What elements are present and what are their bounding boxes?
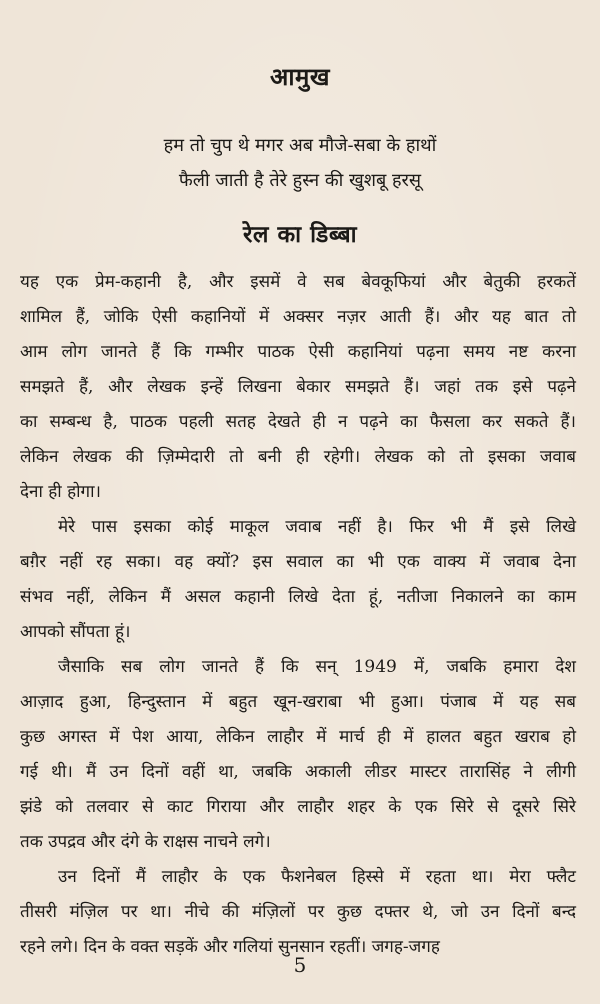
paragraph — [20, 510, 576, 650]
paragraph — [20, 860, 576, 965]
text-line: देना ही होगा। — [20, 482, 101, 502]
paragraph — [20, 265, 576, 510]
section-title: रेल का डिब्बा — [242, 221, 358, 248]
text-line: आज़ाद हुआ, हिन्दुस्तान में बहुत खून-खराबा भी हुआ। पंजाब में यह सब — [20, 692, 576, 712]
text-line: झंडे को तलवार से काट गिराया और लाहौर शहर के एक सिरे से दूसरे सिरे — [20, 797, 576, 817]
text-line: लेकिन लेखक की ज़िम्मेदारी तो बनी ही रहेगी। लेखक को तो इसका जवाब — [20, 447, 576, 467]
text-line: तीसरी मंज़िल पर था। नीचे की मंज़िलों पर कुछ दफ्तर थे, जो उन दिनों बन्द — [20, 902, 576, 922]
text-line: जैसाकि सब लोग जानते हैं कि सन् 1949 में, जबकि हमारा देश — [58, 657, 576, 677]
text-line: कुछ अगस्त में पेश आया, लेकिन लाहौर में मार्च ही में हालत बहुत खराब हो — [20, 727, 576, 747]
couplet-line-2: फैली जाती है तेरे हुस्न की खुशबू हरसू — [178, 170, 422, 191]
couplet-line-1: हम तो चुप थे मगर अब मौजे-सबा के हाथों — [163, 135, 437, 156]
text-line: आपको सौंपता हूं। — [20, 622, 131, 642]
text-line: का सम्बन्ध है, पाठक पहली सतह देखते ही न पढ़ने का फैसला कर सकते हैं। — [20, 412, 576, 432]
text-line: शामिल हैं, जोकि ऐसी कहानियों में अक्सर नज़र आती हैं। और यह बात तो — [20, 307, 576, 327]
text-line: समझते हैं, और लेखक इन्हें लिखना बेकार समझते हैं। जहां तक इसे पढ़ने — [20, 377, 576, 397]
text-line: तक उपद्रव और दंगे के राक्षस नाचने लगे। — [20, 832, 271, 852]
text-line: बग़ैर नहीं रह सका। वह क्यों? इस सवाल का भी एक वाक्य में जवाब देना — [20, 552, 576, 572]
text-line: मेरे पास इसका कोई माकूल जवाब नहीं है। फिर भी मैं इसे लिखे — [58, 517, 576, 537]
body-text — [20, 265, 576, 965]
text-line: आम लोग जानते हैं कि गम्भीर पाठक ऐसी कहानियां पढ़ना समय नष्ट करना — [20, 342, 576, 362]
text-line: यह एक प्रेम-कहानी है, और इसमें वे सब बेवकूफियां और बेतुकी हरकतें — [20, 272, 576, 292]
text-line: रहने लगे। दिन के वक्त सड़कें और गलियां सुनसान रहतीं। जगह-जगह — [20, 937, 440, 957]
text-line: संभव नहीं, लेकिन मैं असल कहानी लिखे देता हूं, नतीजा निकालने का काम — [20, 587, 576, 607]
page-title: आमुख — [269, 62, 330, 91]
page-number: 5 — [293, 953, 307, 977]
text-line: गई थी। मैं उन दिनों वहीं था, जबकि अकाली लीडर मास्टर तारासिंह ने लीगी — [20, 762, 576, 782]
paragraph — [20, 650, 576, 860]
text-line: उन दिनों मैं लाहौर के एक फैशनेबल हिस्से में रहता था। मेरा फ्लैट — [58, 867, 576, 887]
